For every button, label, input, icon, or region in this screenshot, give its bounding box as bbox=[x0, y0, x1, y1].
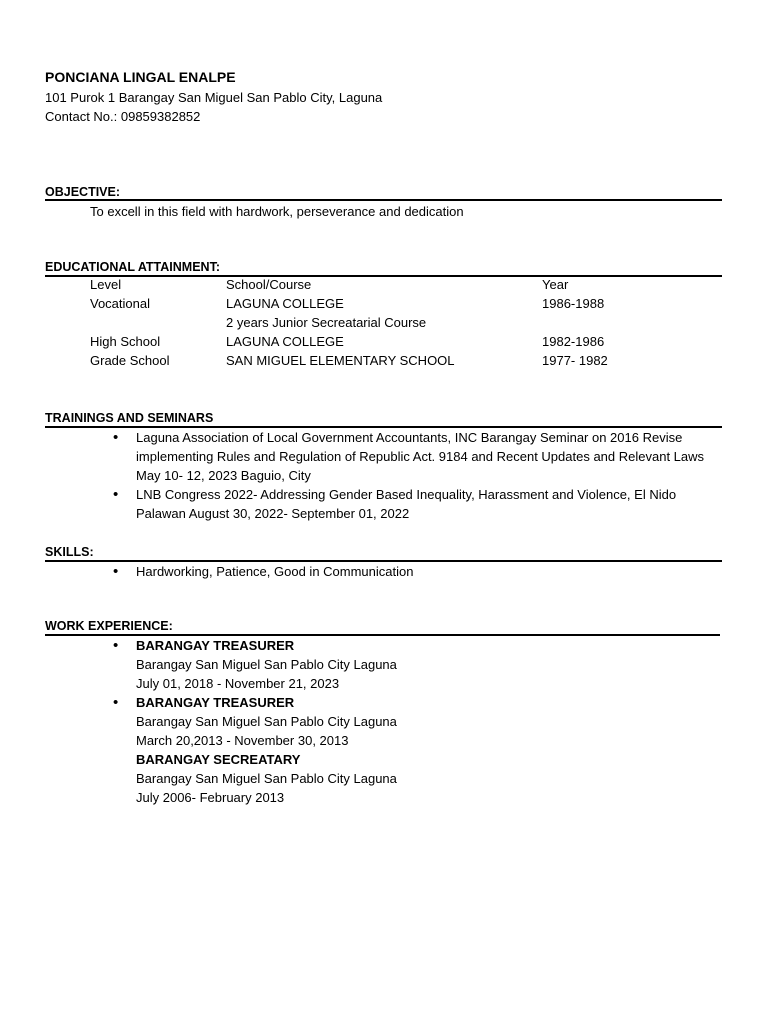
table-row bbox=[0, 351, 768, 370]
job-dates: March 20,2013 - November 30, 2013 bbox=[136, 733, 349, 748]
list-item: • Hardworking, Patience, Good in Communication bbox=[0, 562, 706, 581]
education-heading: EDUCATIONAL ATTAINMENT: bbox=[45, 260, 220, 274]
table-row bbox=[0, 294, 768, 313]
job-dates: July 01, 2018 - November 21, 2023 bbox=[136, 676, 340, 691]
list-item bbox=[0, 693, 706, 750]
applicant-address: 101 Purok 1 Barangay San Miguel San Pablo City, Laguna bbox=[45, 90, 383, 105]
education-year: 1977- 1982 bbox=[542, 353, 608, 368]
education-school: LAGUNA COLLEGE bbox=[226, 334, 344, 349]
list-item: • LNB Congress 2022- Addressing Gender Based Inequality, Harassment and Violence, El Nido Palawan August 30, 2022- September 01, 2022 bbox=[0, 485, 706, 523]
job-place: Barangay San Miguel San Pablo City Laguna bbox=[136, 657, 397, 672]
job-title: BARANGAY SECREATARY bbox=[136, 752, 301, 767]
education-level: Grade School bbox=[90, 353, 170, 368]
list-item: • Laguna Association of Local Government Accountants, INC Barangay Seminar on 2016 Revise implementing Rules and Regulation of Republic Act. 9184 and Recent Updates and Relevant Laws May 10- 12, 2023 Baguio, City bbox=[0, 428, 706, 485]
list-item bbox=[0, 750, 706, 807]
job-place: Barangay San Miguel San Pablo City Laguna bbox=[136, 714, 397, 729]
education-level: High School bbox=[90, 334, 161, 349]
column-header-year: Year bbox=[542, 277, 569, 292]
table-row bbox=[0, 313, 768, 332]
work-list bbox=[0, 636, 768, 807]
column-header-level: Level bbox=[90, 277, 122, 292]
skills-heading: SKILLS: bbox=[45, 545, 94, 559]
education-table-header bbox=[0, 275, 768, 294]
trainings-list bbox=[0, 428, 768, 523]
applicant-contact: Contact No.: 09859382852 bbox=[45, 109, 201, 124]
table-row bbox=[0, 332, 768, 351]
objective-divider bbox=[45, 199, 722, 201]
list-item bbox=[0, 636, 706, 693]
education-table bbox=[0, 275, 768, 370]
job-title: • BARANGAY TREASURER bbox=[136, 638, 295, 653]
education-year: 1986-1988 bbox=[542, 296, 605, 311]
education-school: LAGUNA COLLEGE bbox=[226, 296, 344, 311]
trainings-heading: TRAININGS AND SEMINARS bbox=[45, 411, 214, 425]
education-level: Vocational bbox=[90, 296, 150, 311]
education-year: 1982-1986 bbox=[542, 334, 605, 349]
objective-heading: OBJECTIVE: bbox=[45, 185, 121, 199]
job-title: • BARANGAY TREASURER bbox=[136, 695, 295, 710]
education-school: SAN MIGUEL ELEMENTARY SCHOOL bbox=[226, 353, 455, 368]
column-header-school: School/Course bbox=[226, 277, 312, 292]
applicant-name: PONCIANA LINGAL ENALPE bbox=[45, 69, 236, 85]
job-dates: July 2006- February 2013 bbox=[136, 790, 285, 805]
objective-text: To excell in this field with hardwork, perseverance and dedication bbox=[90, 204, 464, 219]
skills-list bbox=[0, 562, 768, 581]
education-school: 2 years Junior Secreatarial Course bbox=[226, 315, 427, 330]
work-heading: WORK EXPERIENCE: bbox=[45, 619, 173, 633]
job-place: Barangay San Miguel San Pablo City Laguna bbox=[136, 771, 397, 786]
